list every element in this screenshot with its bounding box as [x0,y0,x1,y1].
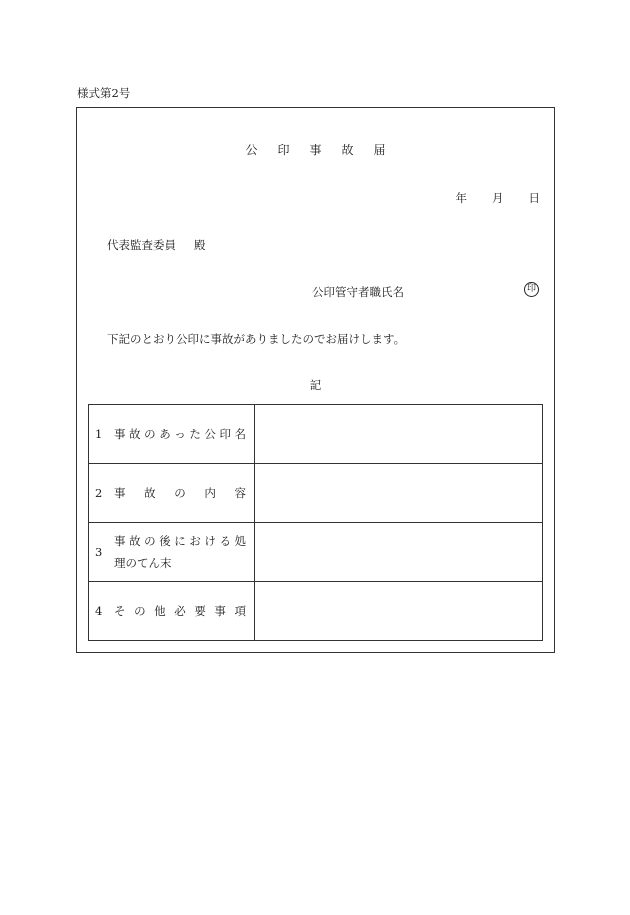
table-row [89,464,543,523]
item-number: 1 [95,427,103,441]
addressee [107,237,206,253]
form-title: 公印事故届 [245,143,406,157]
form-number: 様式第2号 [77,86,131,100]
item-label: 4 そ の 他 必 要 事 項 [89,582,255,641]
item-label: 1 事 故 の あ っ た 公 印 名 [89,405,255,464]
sender-label: 公印管守者職氏名 [312,285,404,299]
item-value-cell[interactable] [255,405,543,464]
table-row [89,405,543,464]
addressee-honorific: 殿 [194,238,206,252]
items-table [88,404,543,641]
seal-mark: 印 [524,282,539,297]
date-month: 月 [492,191,504,205]
form-frame [76,107,555,653]
item-number: 2 [95,486,103,500]
item-number: 3 [95,545,103,559]
item-value-cell[interactable] [255,582,543,641]
date-day: 日 [528,191,540,205]
item-label: 3 事 故 の 後 に お け る 処 理のてん末 [89,523,255,582]
addressee-name: 代表監査委員 [107,238,176,252]
table-row [89,523,543,582]
ki-heading: 記 [309,378,322,392]
intro-text: 下記のとおり公印に事故がありましたのでお届けします。 [107,332,406,346]
table-row [89,582,543,641]
item-value-cell[interactable] [255,523,543,582]
item-number: 4 [95,604,103,618]
item-label: 2 事 故 の 内 容 [89,464,255,523]
item-value-cell[interactable] [255,464,543,523]
date-year: 年 [455,191,467,205]
date-line [456,190,541,206]
